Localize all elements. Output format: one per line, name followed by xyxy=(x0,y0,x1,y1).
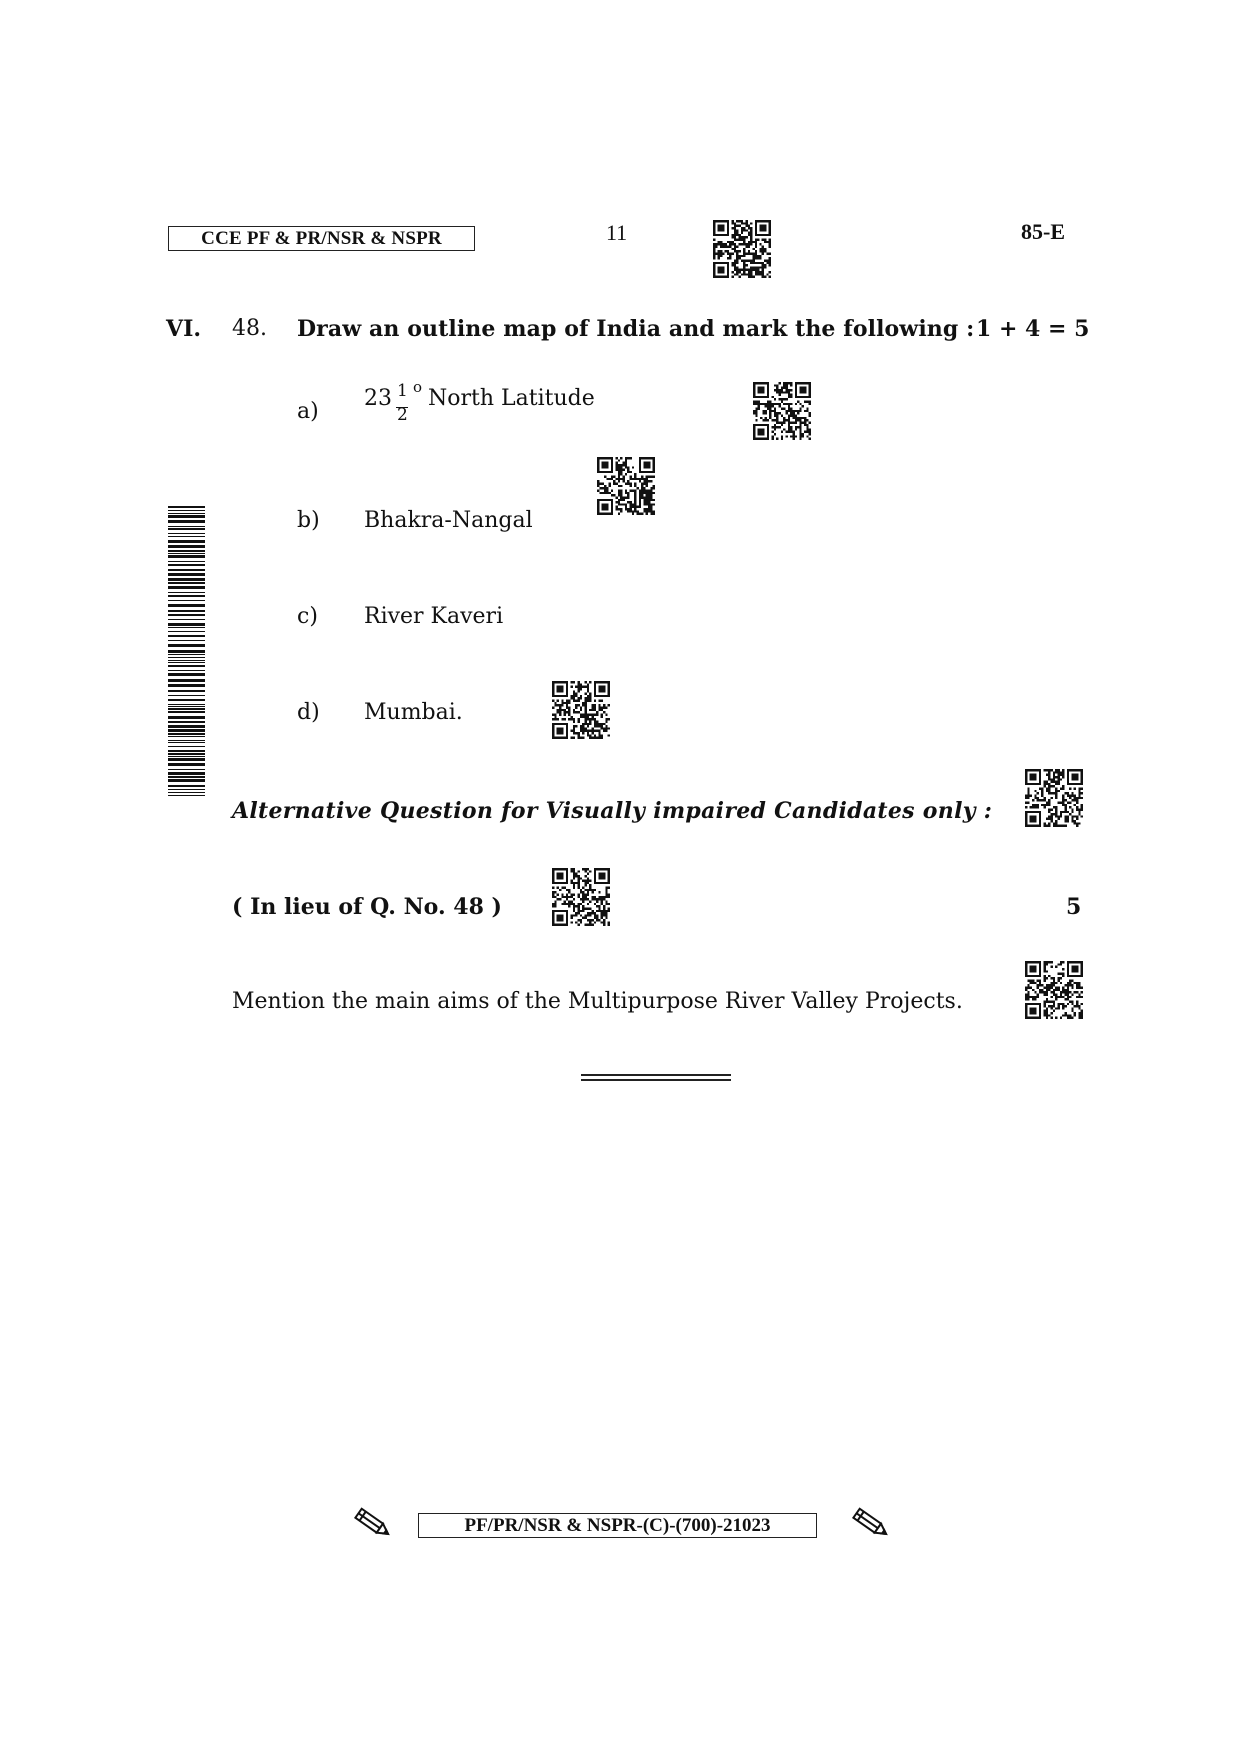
footer-code-box: PF/PR/NSR & NSPR-(C)-(700)-21023 xyxy=(418,1513,817,1538)
item-b-label: b) xyxy=(297,508,320,533)
qr-code-icon xyxy=(552,868,610,926)
qr-code-icon xyxy=(552,681,610,739)
subject-code-box: CCE PF & PR/NSR & NSPR xyxy=(168,226,475,251)
qr-code-icon xyxy=(597,457,655,515)
alternative-heading: Alternative Question for Visually impaired Candidates only : xyxy=(232,798,993,824)
pencil-icon xyxy=(849,1505,893,1543)
question-text: Draw an outline map of India and mark the following : xyxy=(297,316,975,342)
item-d-label: d) xyxy=(297,700,320,725)
barcode-icon xyxy=(168,506,205,796)
end-rule xyxy=(581,1079,731,1081)
latitude-denominator: 2 xyxy=(397,405,408,425)
item-a-label: a) xyxy=(297,399,319,424)
qr-code-icon xyxy=(753,382,811,440)
item-c-label: c) xyxy=(297,604,318,629)
item-a-text: North Latitude xyxy=(428,386,595,411)
page-number: 11 xyxy=(606,220,628,245)
latitude-whole: 23 xyxy=(364,386,392,411)
question-marks: 1 + 4 = 5 xyxy=(976,316,1090,342)
pencil-icon xyxy=(351,1505,395,1543)
in-lieu-note: ( In lieu of Q. No. 48 ) xyxy=(232,894,502,920)
item-d-text: Mumbai. xyxy=(364,700,463,725)
item-c-text: River Kaveri xyxy=(364,604,504,629)
qr-code-icon xyxy=(713,220,771,278)
section-number: VI. xyxy=(166,316,202,342)
paper-code: 85-E xyxy=(1021,219,1065,244)
item-b-text: Bhakra-Nangal xyxy=(364,508,533,533)
latitude-numerator: 1 xyxy=(397,381,408,401)
degree-sign: o xyxy=(413,378,423,396)
question-number: 48. xyxy=(232,316,267,341)
alternative-marks: 5 xyxy=(1066,894,1082,920)
alternative-question-text: Mention the main aims of the Multipurpose River Valley Projects. xyxy=(232,989,963,1014)
qr-code-icon xyxy=(1025,961,1083,1019)
qr-code-icon xyxy=(1025,769,1083,827)
end-rule xyxy=(581,1074,731,1076)
